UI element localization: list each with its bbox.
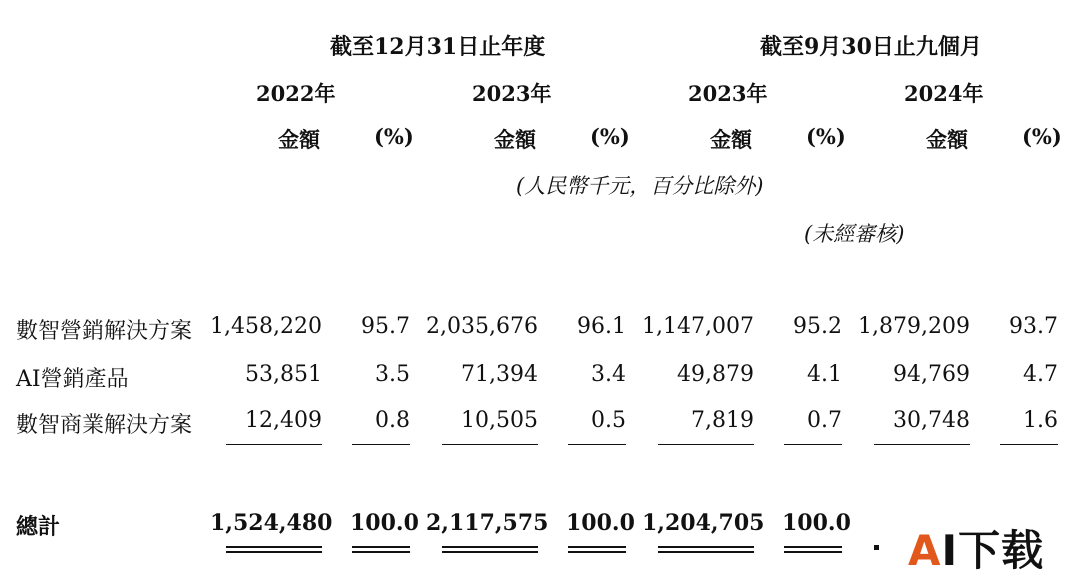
cell-amount-2022: 12,409 (245, 408, 322, 433)
cell-amount-9m2024: 30,748 (893, 408, 970, 433)
subtotal-rule (1000, 444, 1058, 445)
cell-amount-2022: 53,851 (245, 362, 322, 387)
cell-pct-9m2024: 1.6 (1023, 408, 1058, 433)
cell-pct-2022: 95.7 (361, 314, 410, 339)
total-double-rule (226, 546, 322, 553)
unaudited-note: (未經審核) (804, 222, 905, 246)
cell-amount-2023: 71,394 (461, 362, 538, 387)
cell-pct-9m2024: 93.7 (1009, 314, 1058, 339)
header-year-2023-9m: 2023年 (688, 81, 768, 106)
cell-amount-2022: 1,458,220 (210, 314, 322, 339)
row-label: AI營銷產品 (16, 367, 129, 392)
cell-pct-2022: 3.5 (375, 362, 410, 387)
cell-total-amount-2022: 1,524,480 (210, 510, 333, 536)
header-pct-col3: (%) (806, 124, 846, 149)
cell-pct-2023: 96.1 (577, 314, 626, 339)
watermark-dot (874, 545, 879, 550)
cell-pct-9m2023: 4.1 (807, 362, 842, 387)
header-amount-col1: 金額 (278, 127, 320, 152)
subtotal-rule (352, 444, 410, 445)
cell-pct-9m2024: 4.7 (1023, 362, 1058, 387)
cell-amount-2023: 10,505 (461, 408, 538, 433)
cell-total-amount-9m2023: 1,204,705 (642, 510, 765, 536)
header-year-2022: 2022年 (256, 81, 336, 106)
total-label: 總計 (16, 514, 61, 540)
subtotal-rule (658, 444, 754, 445)
header-pct-col2: (%) (590, 124, 630, 149)
cell-pct-9m2023: 95.2 (793, 314, 842, 339)
subtotal-rule (568, 444, 626, 445)
header-amount-col4: 金額 (926, 127, 968, 152)
header-amount-col3: 金額 (710, 127, 752, 152)
row-label: 數智營銷解決方案 (16, 319, 193, 344)
watermark-a: A (908, 526, 942, 575)
subtotal-rule (442, 444, 538, 445)
cell-pct-2022: 0.8 (375, 408, 410, 433)
header-year-2024-9m: 2024年 (904, 81, 984, 106)
header-pct-col1: (%) (374, 124, 414, 149)
cell-amount-9m2023: 7,819 (691, 408, 754, 433)
watermark-logo (908, 518, 1044, 578)
row-label: 數智商業解決方案 (16, 413, 193, 438)
cell-amount-2023: 2,035,676 (426, 314, 538, 339)
header-pct-col4: (%) (1022, 124, 1062, 149)
total-double-rule (658, 546, 754, 553)
cell-total-amount-2023: 2,117,575 (426, 510, 549, 536)
cell-total-pct-9m2023: 100.0 (782, 510, 851, 536)
header-amount-col2: 金額 (494, 127, 536, 152)
cell-amount-9m2023: 1,147,007 (642, 314, 754, 339)
cell-pct-2023: 0.5 (591, 408, 626, 433)
cell-total-pct-2022: 100.0 (350, 510, 419, 536)
cell-total-pct-2023: 100.0 (566, 510, 635, 536)
header-fy-group: 截至12月31日止年度 (330, 34, 546, 60)
subtotal-rule (874, 444, 970, 445)
header-9m-group: 截至9月30日止九個月 (760, 34, 982, 60)
currency-note: (人民幣千元，百分比除外) (516, 174, 764, 198)
cell-amount-9m2023: 49,879 (677, 362, 754, 387)
watermark-text: I下载 (941, 526, 1045, 575)
total-double-rule (568, 546, 626, 553)
cell-amount-9m2024: 94,769 (893, 362, 970, 387)
cell-pct-9m2023: 0.7 (807, 408, 842, 433)
total-double-rule (442, 546, 538, 553)
total-double-rule (784, 546, 842, 553)
cell-pct-2023: 3.4 (591, 362, 626, 387)
cell-amount-9m2024: 1,879,209 (858, 314, 970, 339)
subtotal-rule (784, 444, 842, 445)
header-year-2023-fy: 2023年 (472, 81, 552, 106)
subtotal-rule (226, 444, 322, 445)
total-double-rule (352, 546, 410, 553)
